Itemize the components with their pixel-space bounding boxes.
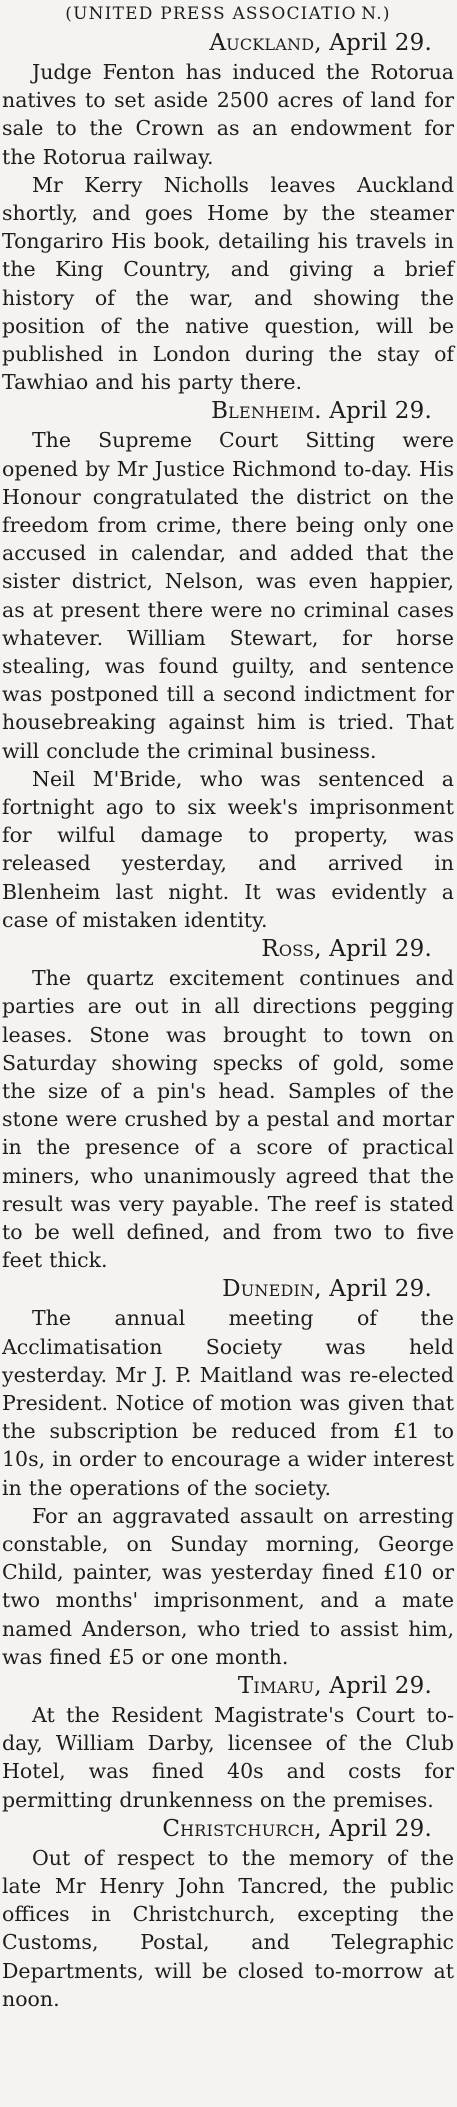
dateline	[2, 1671, 454, 1701]
dispatch-christchurch	[2, 1814, 454, 2013]
dateline-place: Dunedin	[222, 1276, 315, 1303]
dispatch-blenheim	[2, 396, 454, 934]
paragraph: At the Resident Magistrate's Court to-day, William Darby, licensee of the Club Hotel, was fined 40s and costs for permitting drunkenness on the premises.	[2, 1702, 454, 1812]
dateline	[2, 28, 454, 58]
paragraph: Mr Kerry Nicholls leaves Auckland shortly, and goes Home by the steamer Tongariro His book, detailing his travels in the King Country, and giving a brief history of the war, and showing the position of the native question, will be published in London during the stay of Tawhiao and his party there.	[2, 172, 454, 395]
dateline-place: Timaru	[237, 1672, 315, 1699]
dispatch-dunedin	[2, 1274, 454, 1671]
dateline-date: , April 29.	[314, 1672, 432, 1699]
dateline	[2, 934, 454, 964]
dateline-place: Ross	[261, 936, 315, 963]
dateline-place: Christchurch	[162, 1815, 315, 1842]
dispatch-auckland	[2, 28, 454, 396]
dateline	[2, 1814, 454, 1844]
dispatch-timaru	[2, 1671, 454, 1814]
dateline-date: , April 29.	[314, 1815, 432, 1842]
agency-header: (UNITED PRESS ASSOCIATIO N.)	[65, 4, 391, 24]
dateline-place: Auckland	[209, 30, 315, 56]
dateline	[2, 396, 454, 426]
paragraph: The annual meeting of the Acclimatisation Society was held yesterday. Mr J. P. Maitland was re-elected President. Notice of motion was given that the subscription be reduced from £1 to 10s, in order to encourage a wider interest in the operations of the society.	[2, 1306, 454, 1500]
dateline-date: , April 29.	[314, 30, 432, 56]
paragraph: Judge Fenton has induced the Rotorua natives to set aside 2500 acres of land for sale to the Crown as an endowment for the Rotorua railway.	[2, 60, 454, 169]
paragraph: The Supreme Court Sitting were opened by Mr Justice Richmond to-day. His Honour congratulated the district on the freedom from crime, there being only one accused in calendar, and added that the sister district, Nelson, was even happier, as at present there were no criminal cases whatever. William Stewart, for horse stealing, was found guilty, and sentence was postponed till a second indictment for housebreaking against him is tried. That will conclude the criminal business.	[2, 428, 454, 763]
dateline-date: , April 29.	[314, 936, 432, 963]
paragraph: Out of respect to the memory of the late Mr Henry John Tancred, the public offices in Christchurch, excepting the Customs, Postal, and Telegraphic Departments, will be closed to-morrow at noon.	[2, 1845, 454, 2011]
paragraph: The quartz excitement continues and parties are out in all directions pegging leases. Stone was brought to town on Saturday showing specks of gold, some the size of a pin's head. Samples of the stone were crushed by a pestal and mortar in the presence of a score of practical miners, who unanimously agreed that the result was very payable. The reef is stated to be well defined, and from two to five feet thick.	[2, 966, 454, 1273]
paragraph: For an aggravated assault on arresting constable, on Sunday morning, George Child, painter, was yesterday fined £10 or two months' imprisonment, and a mate named Anderson, who tried to assist him, was fined £5 or one month.	[2, 1503, 454, 1669]
dispatch-ross	[2, 934, 454, 1274]
dateline-date: . April 29.	[314, 398, 432, 425]
dateline	[2, 1274, 454, 1304]
paragraph: Neil M'Bride, who was sentenced a fortnight ago to six week's imprisonment for wilful damage to property, was released yesterday, and arrived in Blenheim last night. It was evidently a case of mistaken identity.	[2, 766, 454, 932]
dateline-date: , April 29.	[314, 1276, 432, 1303]
dateline-place: Blenheim	[211, 398, 315, 425]
